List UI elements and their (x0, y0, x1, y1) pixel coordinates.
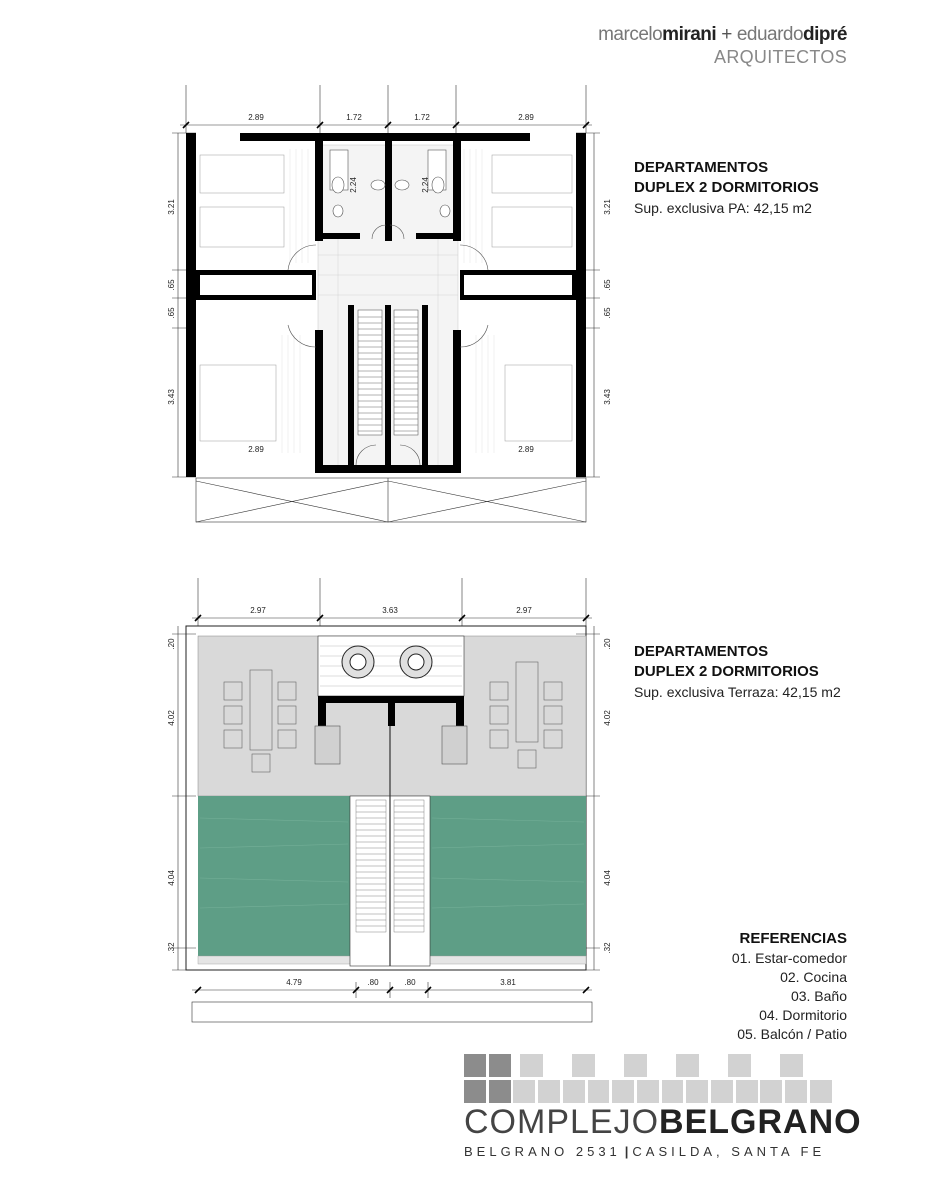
dim-right-1: .20 (603, 638, 612, 650)
info-terrace-title2: DUPLEX 2 DORMITORIOS (634, 663, 819, 680)
dim-right-3: 4.04 (603, 870, 612, 886)
logo-square (624, 1054, 647, 1077)
logo-square (736, 1080, 758, 1103)
floor-plan-terrace (160, 578, 610, 1028)
firm-plus: + (721, 24, 732, 45)
info-upper-title2: DUPLEX 2 DORMITORIOS (634, 179, 819, 196)
dim-bath-1: 2.24 (349, 177, 358, 193)
dim-top-2: 3.63 (382, 606, 398, 615)
dim-top-1: 2.89 (248, 113, 264, 122)
dim-inner-2: 2.89 (518, 445, 534, 454)
logo-square (489, 1080, 511, 1103)
dim-right-4: 3.43 (603, 389, 612, 405)
brand-block (464, 1054, 862, 1159)
dim-left-4: 3.43 (167, 389, 176, 405)
dim-left-4: .32 (167, 942, 176, 954)
firm-last2: dipré (803, 24, 847, 45)
logo-square (538, 1080, 560, 1103)
reference-item: 01. Estar-comedor (731, 950, 847, 966)
dim-top-3: 1.72 (414, 113, 430, 122)
dim-bottom-3: .80 (404, 978, 416, 987)
info-upper (634, 158, 819, 218)
logo-square (785, 1080, 807, 1103)
dim-right-3: .65 (603, 307, 612, 319)
logo-square (662, 1080, 684, 1103)
dim-left-3: .65 (167, 307, 176, 319)
firm-last1: mirani (662, 24, 717, 45)
brand-address-left: BELGRANO 2531 (464, 1144, 621, 1159)
logo-square (676, 1054, 699, 1077)
logo-square (780, 1054, 803, 1077)
info-upper-title1: DEPARTAMENTOS (634, 159, 769, 176)
logo-square (728, 1054, 751, 1077)
dim-left-3: 4.04 (167, 870, 176, 886)
dim-top-2: 1.72 (346, 113, 362, 122)
firm-name (598, 24, 847, 46)
logo-square (637, 1080, 659, 1103)
dim-left-2: .65 (167, 279, 176, 291)
logo-square (810, 1080, 832, 1103)
logo-square (464, 1054, 486, 1077)
logo-square (588, 1080, 610, 1103)
logo-square (513, 1080, 535, 1103)
dim-left-1: .20 (167, 638, 176, 650)
logo-square (760, 1080, 782, 1103)
info-terrace (634, 642, 841, 702)
firm-first1: marcelo (598, 24, 663, 45)
logo-square (711, 1080, 733, 1103)
reference-item: 02. Cocina (780, 969, 847, 985)
dim-left-1: 3.21 (167, 199, 176, 215)
brand-address-sep: | (624, 1144, 629, 1159)
info-terrace-title1: DEPARTAMENTOS (634, 643, 769, 660)
firm-header (598, 24, 847, 68)
info-terrace-area: Sup. exclusiva Terraza: 42,15 m2 (634, 684, 841, 700)
info-upper-area: Sup. exclusiva PA: 42,15 m2 (634, 200, 812, 216)
dim-inner-1: 2.89 (248, 445, 264, 454)
logo-square (572, 1054, 595, 1077)
logo-square (464, 1080, 486, 1103)
logo-square (612, 1080, 634, 1103)
firm-first2: eduardo (736, 24, 804, 45)
dim-right-2: 4.02 (603, 710, 612, 726)
reference-item: 03. Baño (790, 988, 847, 1004)
brand-logo-grid (464, 1054, 847, 1104)
dim-top-1: 2.97 (250, 606, 266, 615)
logo-square (563, 1080, 585, 1103)
brand-address-right: CASILDA, SANTA FE (632, 1144, 826, 1159)
firm-subtitle: ARQUITECTOS (714, 47, 847, 67)
brand-name-light: COMPLEJO (464, 1103, 660, 1141)
dim-bottom-4: 3.81 (500, 978, 516, 987)
dim-bottom-1: 4.79 (286, 978, 302, 987)
dim-bottom-2: .80 (367, 978, 379, 987)
brand-name-bold: BELGRANO (659, 1103, 862, 1141)
references (732, 929, 847, 1044)
dim-top-3: 2.97 (516, 606, 532, 615)
dim-right-1: 3.21 (603, 199, 612, 215)
reference-item: 04. Dormitorio (759, 1007, 847, 1023)
logo-square (489, 1054, 511, 1077)
dim-bath-2: 2.24 (421, 177, 430, 193)
dim-top-4: 2.89 (518, 113, 534, 122)
dim-right-2: .65 (603, 279, 612, 291)
dim-left-2: 4.02 (167, 710, 176, 726)
brand-name (464, 1103, 862, 1141)
floor-plan-upper (160, 85, 610, 535)
logo-square (686, 1080, 708, 1103)
references-title: REFERENCIAS (739, 930, 847, 947)
logo-square (520, 1054, 543, 1077)
reference-item: 05. Balcón / Patio (737, 1026, 847, 1042)
dim-right-4: .32 (603, 942, 612, 954)
brand-address (464, 1144, 847, 1159)
